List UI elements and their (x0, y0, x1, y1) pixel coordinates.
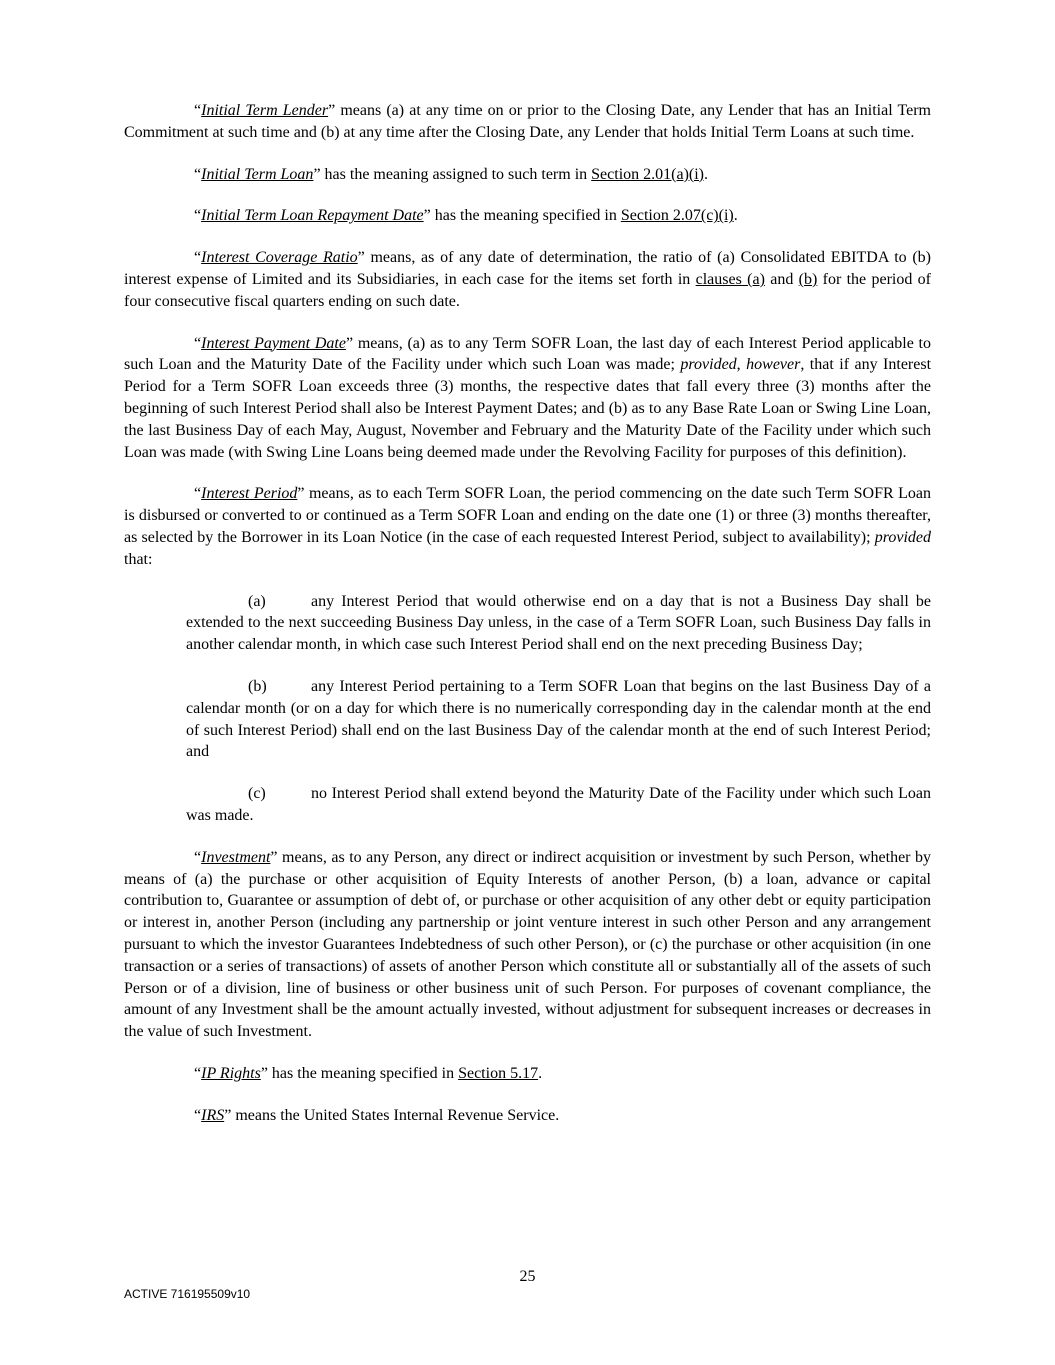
clause-label: (b) (248, 677, 267, 695)
definition-paragraph (124, 483, 931, 570)
emphasis-text: provided (874, 528, 931, 546)
definition-paragraph (124, 100, 931, 144)
section-reference: Section 2.07(c)(i) (620, 207, 734, 225)
text-segment: , that if any Interest Period for a Term SOFR Loan exceeds three (3) months, the respective dates that fall every three (3) months after the beginning of such Interest Period shall also be Interest Payment Dates; and (b) as to any Base Rate Loan or Swing Line Loan, the last Business Day of each May, August, November and February and the Maturity Date of the Facility under which such Loan was made (with Swing Line Loans being deemed made under the Revolving Facility for purposes of this definition). (124, 356, 932, 461)
defined-term: Initial Term Loan Repayment Date (201, 207, 424, 225)
defined-term: Initial Term Loan (201, 165, 314, 183)
definition-paragraph (124, 205, 931, 227)
text-segment: , (736, 356, 747, 374)
section-reference: clauses (a) (695, 270, 765, 288)
page-number: 25 (519, 1268, 536, 1285)
text-segment: for the period of four consecutive fiscal quarters ending on such date. (124, 270, 931, 310)
text-segment: . (538, 1064, 543, 1082)
defined-term: IRS (201, 1106, 225, 1124)
defined-term: Interest Payment Date (201, 334, 346, 352)
section-reference: (b) (798, 270, 818, 288)
text-segment: “ (194, 102, 202, 119)
defined-term: Initial Term Lender (201, 102, 329, 119)
clause-label: (a) (248, 592, 266, 610)
defined-term: Interest Period (201, 485, 298, 503)
text-segment: “ (194, 848, 202, 866)
text-segment: ” means (a) at any time on or prior to the Closing Date, any Lender that has an Initial Term Commitment at such time and (b) at any time after the Closing Date, any Lender that holds Initial Term Loans at such time. (124, 102, 931, 141)
text-segment: “ (194, 207, 202, 225)
defined-term: Investment (201, 848, 271, 866)
text-segment: ” means, as of any date of determination, the ratio of (a) Consolidated EBITDA to (b) interest expense of Limited and its Subsidiaries, in each case for the items set forth in (124, 249, 931, 288)
sub-clause (186, 591, 931, 656)
text-segment: “ (194, 1064, 202, 1082)
text-segment: any Interest Period pertaining to a Term SOFR Loan that begins on the last Business Day of a calendar month (or on a day for which there is no numerically corresponding day in the calendar month at the end of such Interest Period) shall end on the last Business Day of the calendar month at the end of such Interest Period; and (186, 677, 931, 761)
text-segment: ” has the meaning specified in (260, 1064, 459, 1082)
text-segment: any Interest Period that would otherwise end on a day that is not a Business Day shall be extended to the next succeeding Business Day unless, in the case of a Term SOFR Loan, such Business Day falls in another calendar month, in which case such Interest Period shall end on the next preceding Business Day; (186, 592, 931, 654)
section-reference: Section 2.01(a)(i) (591, 165, 705, 183)
text-segment: ” has the meaning assigned to such term in (313, 165, 592, 183)
text-segment: ” means, as to each Term SOFR Loan, the period commencing on the date such Term SOFR Loan is disbursed or converted to or continued as a Term SOFR Loan and ending on the date one (1) or three (3) months thereafter, as selected by the Borrower in its Loan Notice (in the case of each requested Interest Period, subject to availability); (124, 485, 932, 546)
definition-paragraph (124, 847, 931, 1043)
text-segment: “ (194, 1106, 202, 1124)
definition-paragraph (124, 333, 931, 464)
definition-paragraph (124, 164, 931, 186)
text-segment: and (764, 270, 799, 288)
document-id-footer: ACTIVE 716195509v10 (124, 1287, 251, 1301)
defined-term: Interest Coverage Ratio (201, 249, 358, 267)
clause-label: (c) (248, 785, 266, 803)
text-segment: “ (194, 334, 202, 352)
section-reference: Section 5.17 (458, 1064, 539, 1082)
definition-paragraph (124, 1063, 931, 1085)
definition-paragraph (124, 247, 931, 312)
text-segment: that: (124, 550, 153, 568)
document-body (124, 100, 931, 1146)
emphasis-text: provided (680, 356, 737, 374)
text-segment: ” has the meaning specified in (423, 207, 621, 225)
text-segment: “ (194, 485, 202, 503)
text-segment: “ (194, 165, 202, 183)
text-segment: . (733, 207, 738, 225)
defined-term: IP Rights (201, 1064, 261, 1082)
text-segment: ” means, as to any Person, any direct or indirect acquisition or investment by such Person, whether by means of (a) the purchase or other acquisition of Equity Interests of another Person, (b) a loan, advance or capital contribution to, Guarantee or assumption of debt of, or purchase or other acquisition of any other debt or equity participation or interest in, another Person (including any partnership or joint venture interest in such other Person and any arrangement pursuant to which the investor Guarantees Indebtedness of such other Person), or (c) the purchase or other acquisition (in one transaction or a series of transactions) of assets of another Person which constitute all or substantially all of the assets of such Person or of a division, line of business or other business unit of such Person. For purposes of covenant compliance, the amount of any Investment shall be the amount actually invested, without adjustment for subsequent increases or decreases in the value of such Investment. (124, 848, 931, 1041)
text-segment: no Interest Period shall extend beyond the Maturity Date of the Facility under which such Loan was made. (186, 785, 931, 824)
text-segment: . (704, 165, 709, 183)
sub-clause (186, 783, 931, 827)
emphasis-text: however (746, 356, 801, 374)
text-segment: “ (194, 249, 202, 267)
sub-clause (186, 676, 931, 763)
definition-paragraph (124, 1105, 931, 1127)
text-segment: ” means, (a) as to any Term SOFR Loan, the last day of each Interest Period applicable to such Loan and the Maturity Date of the Facility under which such Loan was made; (124, 334, 932, 374)
text-segment: ” means the United States Internal Revenue Service. (224, 1106, 560, 1124)
